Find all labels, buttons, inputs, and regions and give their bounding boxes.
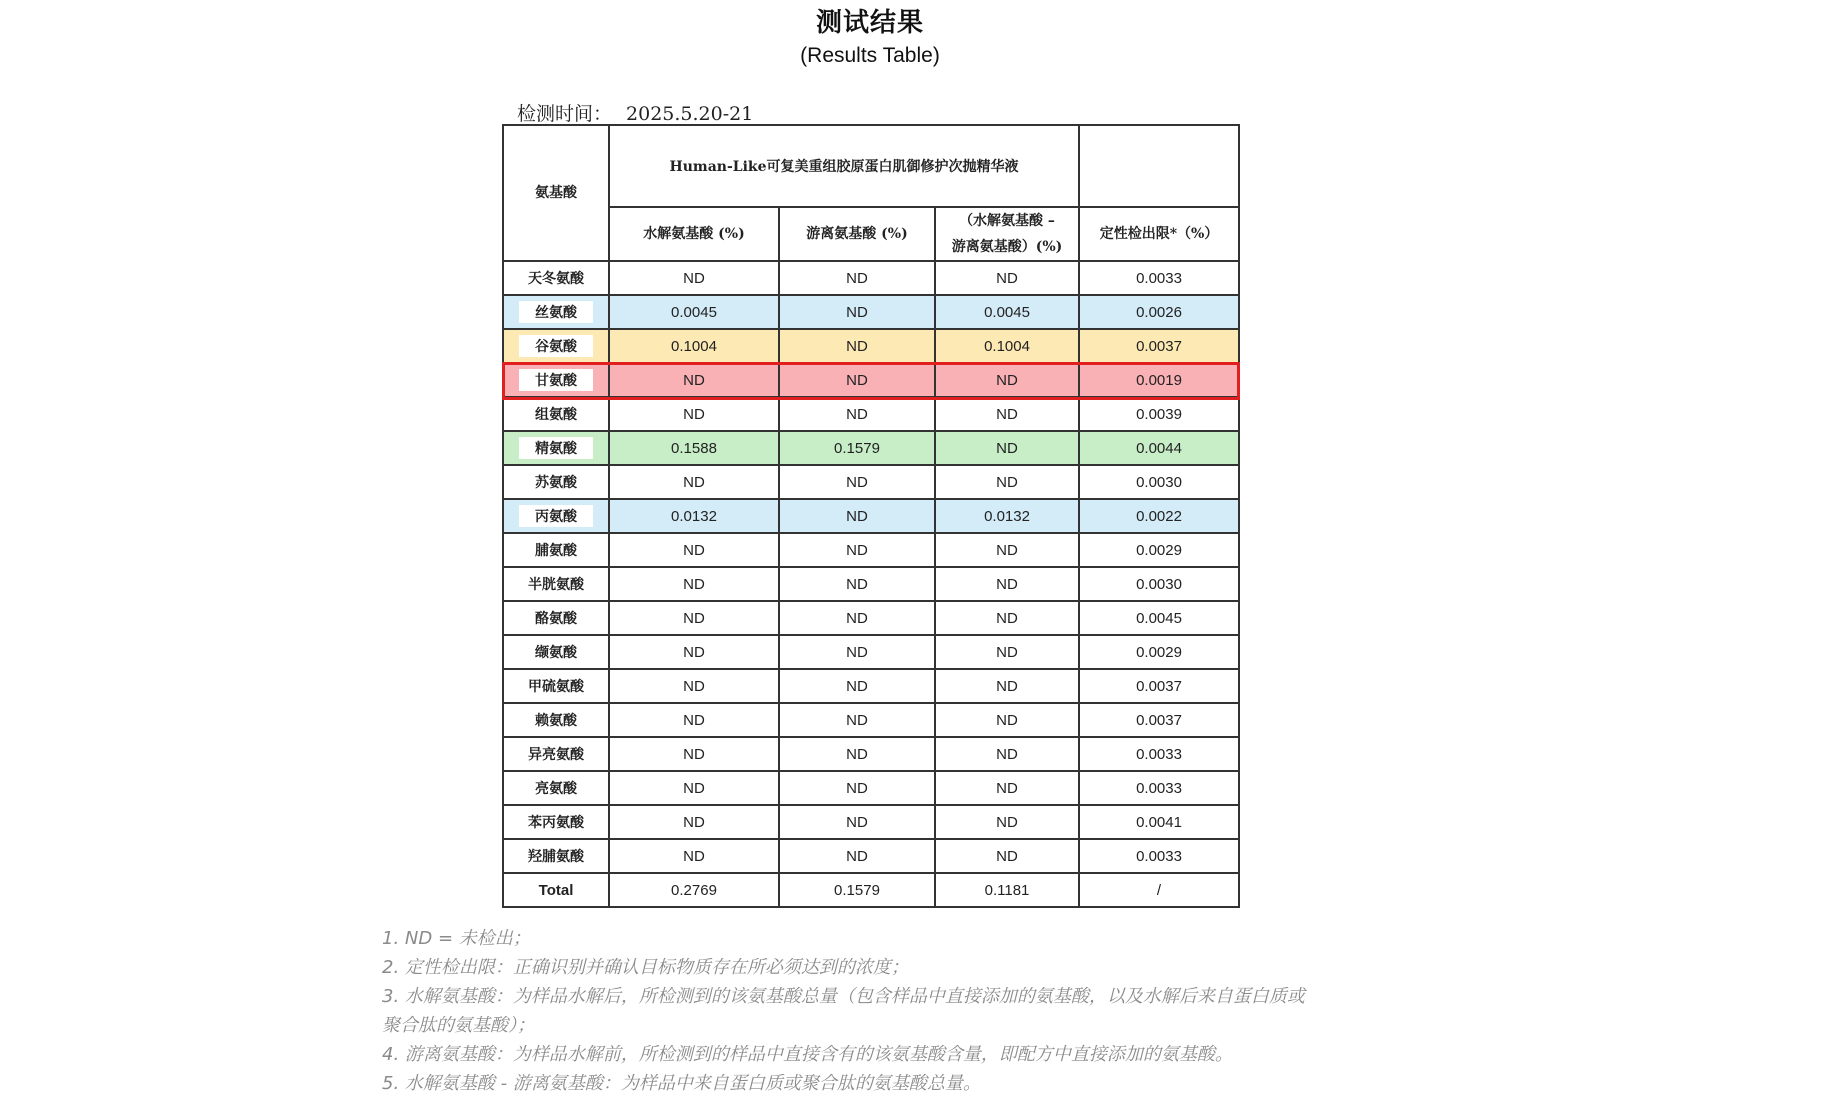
amino-acid-name-cell [503, 839, 609, 873]
difference-cell: ND [935, 533, 1079, 567]
header-difference-line2: 游离氨基酸）(%) [951, 239, 1063, 255]
hydrolyzed-cell: ND [609, 533, 779, 567]
detection-limit-cell: 0.0026 [1079, 295, 1239, 329]
header-hydrolyzed: 水解氨基酸 (%) [609, 207, 779, 261]
total-difference: 0.1181 [935, 873, 1079, 907]
difference-cell: 0.0045 [935, 295, 1079, 329]
header-amino-acid: 氨基酸 [503, 125, 609, 261]
hydrolyzed-cell: ND [609, 261, 779, 295]
amino-acid-name: 酪氨酸 [535, 611, 577, 627]
free-cell: ND [779, 329, 935, 363]
table-row [503, 669, 1239, 703]
hydrolyzed-cell: 0.0132 [609, 499, 779, 533]
difference-cell: ND [935, 363, 1079, 397]
table-row [503, 261, 1239, 295]
free-cell: ND [779, 805, 935, 839]
difference-cell: ND [935, 397, 1079, 431]
difference-cell: ND [935, 839, 1079, 873]
difference-cell: ND [935, 737, 1079, 771]
hydrolyzed-cell: 0.1004 [609, 329, 779, 363]
footnote-3-continued: 聚合肽的氨基酸）； [382, 1015, 535, 1036]
table-row [503, 397, 1239, 431]
header-free: 游离氨基酸 (%) [779, 207, 935, 261]
free-cell: ND [779, 567, 935, 601]
detection-limit-cell: 0.0030 [1079, 465, 1239, 499]
header-difference [935, 207, 1079, 261]
free-cell: ND [779, 465, 935, 499]
amino-acid-name: 亮氨酸 [535, 781, 577, 797]
difference-cell: 0.1004 [935, 329, 1079, 363]
hydrolyzed-cell: ND [609, 771, 779, 805]
free-cell: ND [779, 261, 935, 295]
hydrolyzed-cell: 0.1588 [609, 431, 779, 465]
detection-limit-cell: 0.0033 [1079, 737, 1239, 771]
amino-acid-name-cell [503, 601, 609, 635]
amino-acid-name-cell [503, 805, 609, 839]
difference-cell: ND [935, 567, 1079, 601]
results-table [502, 124, 1240, 908]
test-time [517, 99, 753, 126]
amino-acid-name-cell [503, 295, 609, 329]
difference-cell: ND [935, 635, 1079, 669]
detection-limit-cell: 0.0037 [1079, 669, 1239, 703]
table-row [503, 329, 1239, 363]
difference-cell: ND [935, 261, 1079, 295]
amino-acid-name: 甘氨酸 [519, 369, 593, 391]
amino-acid-name-cell [503, 431, 609, 465]
free-cell: ND [779, 601, 935, 635]
amino-acid-name: 半胱氨酸 [528, 577, 584, 593]
table-row [503, 601, 1239, 635]
amino-acid-name-cell [503, 567, 609, 601]
table-row [503, 499, 1239, 533]
difference-cell: 0.0132 [935, 499, 1079, 533]
free-cell: ND [779, 499, 935, 533]
amino-acid-name: 组氨酸 [535, 407, 577, 423]
difference-cell: ND [935, 465, 1079, 499]
amino-acid-name: 苯丙氨酸 [528, 815, 584, 831]
amino-acid-name: 缬氨酸 [535, 645, 577, 661]
detection-limit-cell: 0.0037 [1079, 329, 1239, 363]
difference-cell: ND [935, 669, 1079, 703]
header-product-name: Human-Like可复美重组胶原蛋白肌御修护次抛精华液 [609, 125, 1079, 207]
free-cell: ND [779, 363, 935, 397]
amino-acid-name-cell [503, 533, 609, 567]
detection-limit-cell: 0.0045 [1079, 601, 1239, 635]
free-cell: ND [779, 737, 935, 771]
table-row [503, 363, 1239, 397]
hydrolyzed-cell: ND [609, 703, 779, 737]
amino-acid-name-cell [503, 635, 609, 669]
table-row [503, 805, 1239, 839]
difference-cell: ND [935, 805, 1079, 839]
amino-acid-name-cell [503, 261, 609, 295]
free-cell: ND [779, 839, 935, 873]
amino-acid-name: 羟脯氨酸 [528, 849, 584, 865]
hydrolyzed-cell: ND [609, 839, 779, 873]
detection-limit-cell: 0.0022 [1079, 499, 1239, 533]
test-time-value: 2025.5.20-21 [626, 103, 754, 125]
hydrolyzed-cell: ND [609, 397, 779, 431]
footnote-3: 3. 水解氨基酸：为样品水解后，所检测到的该氨基酸总量（包含样品中直接添加的氨基酸，以及水解后来自蛋白质或 [382, 986, 1305, 1007]
free-cell: ND [779, 703, 935, 737]
amino-acid-name: 天冬氨酸 [528, 271, 584, 287]
amino-acid-name-cell [503, 669, 609, 703]
amino-acid-name: 脯氨酸 [535, 543, 577, 559]
difference-cell: ND [935, 601, 1079, 635]
amino-acid-name-cell [503, 771, 609, 805]
detection-limit-cell: 0.0029 [1079, 635, 1239, 669]
header-detection-limit: 定性检出限*（%） [1079, 207, 1239, 261]
amino-acid-name-cell [503, 363, 609, 397]
test-time-label: 检测时间： [517, 103, 613, 125]
detection-limit-cell: 0.0041 [1079, 805, 1239, 839]
amino-acid-name-cell [503, 465, 609, 499]
hydrolyzed-cell: ND [609, 635, 779, 669]
hydrolyzed-cell: ND [609, 465, 779, 499]
table-row [503, 839, 1239, 873]
total-row [503, 873, 1239, 907]
detection-limit-cell: 0.0019 [1079, 363, 1239, 397]
total-label: Total [503, 873, 609, 907]
hydrolyzed-cell: 0.0045 [609, 295, 779, 329]
amino-acid-name-cell [503, 397, 609, 431]
table-row [503, 635, 1239, 669]
page-title: 测试结果 [815, 8, 924, 38]
free-cell: ND [779, 635, 935, 669]
free-cell: 0.1579 [779, 431, 935, 465]
difference-cell: ND [935, 431, 1079, 465]
hydrolyzed-cell: ND [609, 567, 779, 601]
detection-limit-cell: 0.0033 [1079, 839, 1239, 873]
free-cell: ND [779, 295, 935, 329]
hydrolyzed-cell: ND [609, 805, 779, 839]
total-hydrolyzed: 0.2769 [609, 873, 779, 907]
amino-acid-name-cell [503, 329, 609, 363]
footnote-4: 4. 游离氨基酸：为样品水解前，所检测到的样品中直接含有的该氨基酸含量，即配方中直接添加的氨基酸。 [382, 1044, 1233, 1065]
total-detection-limit: / [1079, 873, 1239, 907]
footnote-5: 5. 水解氨基酸 - 游离氨基酸：为样品中来自蛋白质或聚合肽的氨基酸总量。 [382, 1073, 981, 1094]
difference-cell: ND [935, 771, 1079, 805]
table-row [503, 771, 1239, 805]
detection-limit-cell: 0.0037 [1079, 703, 1239, 737]
free-cell: ND [779, 397, 935, 431]
detection-limit-cell: 0.0039 [1079, 397, 1239, 431]
table-row [503, 567, 1239, 601]
header-difference-line1: （水解氨基酸 – [959, 213, 1055, 229]
table-row [503, 703, 1239, 737]
free-cell: ND [779, 771, 935, 805]
amino-acid-name: 异亮氨酸 [528, 747, 584, 763]
amino-acid-name: 丝氨酸 [519, 301, 593, 323]
detection-limit-cell: 0.0044 [1079, 431, 1239, 465]
footnotes [382, 924, 1382, 1098]
detection-limit-cell: 0.0033 [1079, 771, 1239, 805]
amino-acid-name: 丙氨酸 [519, 505, 593, 527]
table-row [503, 431, 1239, 465]
amino-acid-name-cell [503, 499, 609, 533]
detection-limit-cell: 0.0030 [1079, 567, 1239, 601]
amino-acid-name-cell [503, 737, 609, 771]
amino-acid-name: 精氨酸 [519, 437, 593, 459]
hydrolyzed-cell: ND [609, 737, 779, 771]
header-blank [1079, 125, 1239, 207]
table-row [503, 465, 1239, 499]
footnote-2: 2. 定性检出限：正确识别并确认目标物质存在所必须达到的浓度； [382, 957, 909, 978]
amino-acid-name-cell [503, 703, 609, 737]
table-row [503, 737, 1239, 771]
hydrolyzed-cell: ND [609, 363, 779, 397]
table-body [503, 261, 1239, 907]
table-row [503, 533, 1239, 567]
hydrolyzed-cell: ND [609, 601, 779, 635]
hydrolyzed-cell: ND [609, 669, 779, 703]
free-cell: ND [779, 533, 935, 567]
difference-cell: ND [935, 703, 1079, 737]
detection-limit-cell: 0.0029 [1079, 533, 1239, 567]
amino-acid-name: 甲硫氨酸 [528, 679, 584, 695]
amino-acid-name: 苏氨酸 [535, 475, 577, 491]
free-cell: ND [779, 669, 935, 703]
total-free: 0.1579 [779, 873, 935, 907]
detection-limit-cell: 0.0033 [1079, 261, 1239, 295]
page-subtitle: (Results Table) [800, 44, 940, 67]
footnote-1: 1. ND = 未检出； [382, 928, 531, 949]
amino-acid-name: 赖氨酸 [535, 713, 577, 729]
amino-acid-name: 谷氨酸 [519, 335, 593, 357]
table-row [503, 295, 1239, 329]
